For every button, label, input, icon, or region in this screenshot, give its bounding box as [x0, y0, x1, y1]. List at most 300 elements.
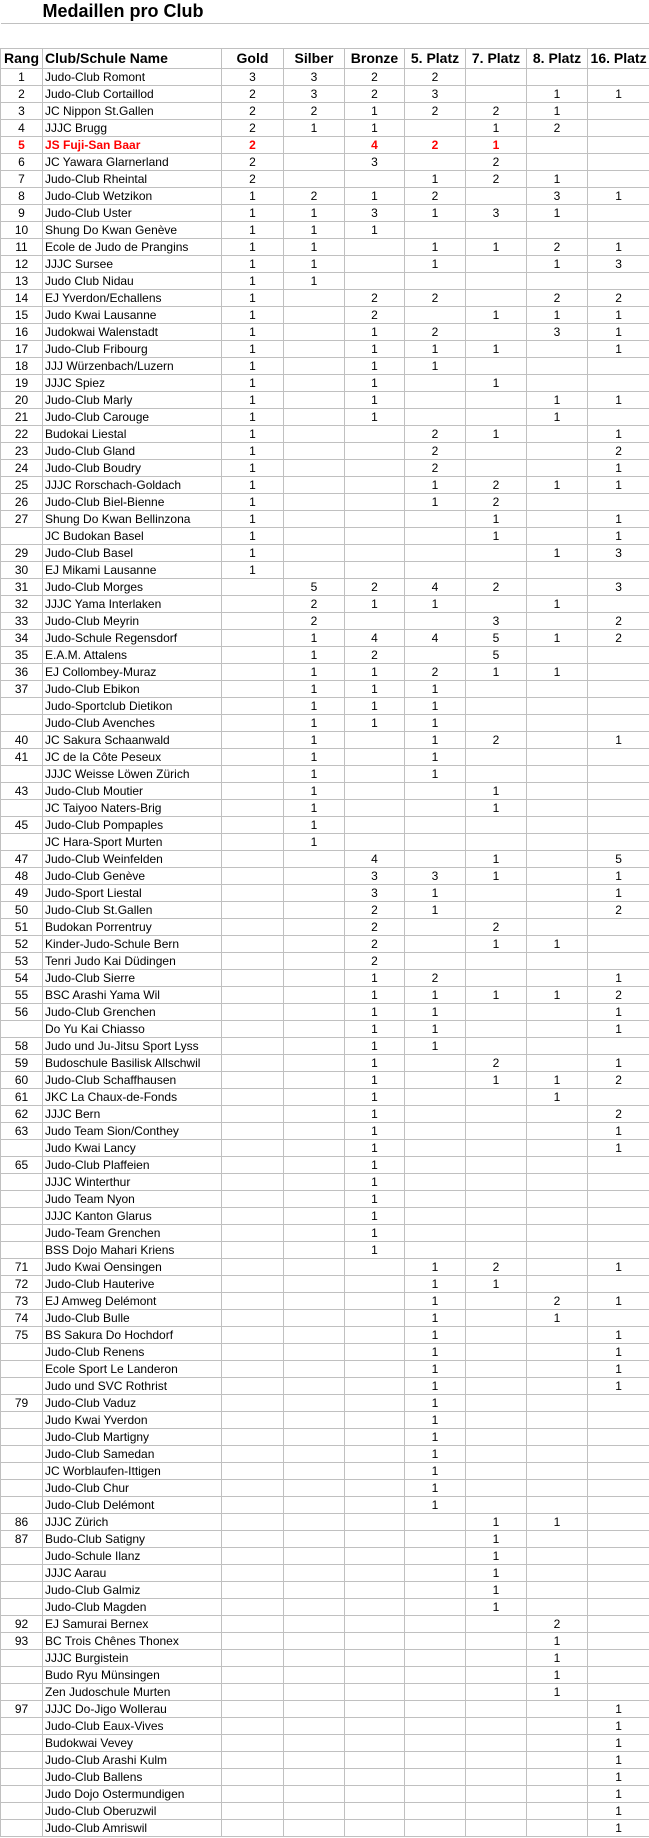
5th-place-cell: 2: [405, 460, 466, 477]
club-name-cell: Judo Kwai Yverdon: [43, 1412, 222, 1429]
bronze-cell: [345, 1480, 405, 1497]
rank-cell: 52: [1, 936, 43, 953]
club-name-cell: Judo-Club Amriswil: [43, 1820, 222, 1837]
16th-place-cell: [588, 222, 649, 239]
8th-place-cell: [527, 1361, 588, 1378]
table-row: [1, 1225, 649, 1242]
table-row: [1, 902, 649, 919]
silver-cell: [284, 1208, 345, 1225]
5th-place-cell: 1: [405, 341, 466, 358]
rank-cell: 9: [1, 205, 43, 222]
16th-place-cell: [588, 1395, 649, 1412]
rank-cell: 40: [1, 732, 43, 749]
gold-cell: 2: [222, 120, 284, 137]
club-name-cell: Judo-Club Meyrin: [43, 613, 222, 630]
club-name-cell: JC de la Côte Peseux: [43, 749, 222, 766]
8th-place-cell: 1: [527, 1650, 588, 1667]
bronze-cell: [345, 1276, 405, 1293]
table-row: [1, 86, 649, 103]
7th-place-cell: [466, 1650, 527, 1667]
club-name-cell: Budo-Club Satigny: [43, 1531, 222, 1548]
8th-place-cell: 1: [527, 1633, 588, 1650]
7th-place-cell: 1: [466, 120, 527, 137]
silver-cell: [284, 1310, 345, 1327]
16th-place-cell: 1: [588, 1293, 649, 1310]
8th-place-cell: [527, 851, 588, 868]
16th-place-cell: 1: [588, 307, 649, 324]
club-name-cell: Judo-Club Bulle: [43, 1310, 222, 1327]
silver-cell: 2: [284, 103, 345, 120]
5th-place-cell: [405, 1072, 466, 1089]
silver-cell: 1: [284, 681, 345, 698]
club-name-cell: EJ Mikami Lausanne: [43, 562, 222, 579]
silver-cell: [284, 1140, 345, 1157]
bronze-cell: [345, 1684, 405, 1701]
table-row: [1, 1480, 649, 1497]
gold-cell: [222, 970, 284, 987]
column-header-bronze: Bronze: [345, 49, 405, 69]
5th-place-cell: 2: [405, 103, 466, 120]
bronze-cell: 1: [345, 596, 405, 613]
silver-cell: [284, 1718, 345, 1735]
16th-place-cell: 1: [588, 1361, 649, 1378]
7th-place-cell: [466, 409, 527, 426]
gold-cell: [222, 613, 284, 630]
club-name-cell: JC Taiyoo Naters-Brig: [43, 800, 222, 817]
silver-cell: 1: [284, 834, 345, 851]
club-name-cell: JJJC Burgistein: [43, 1650, 222, 1667]
7th-place-cell: [466, 817, 527, 834]
7th-place-cell: [466, 358, 527, 375]
bronze-cell: [345, 1395, 405, 1412]
8th-place-cell: [527, 953, 588, 970]
5th-place-cell: [405, 1531, 466, 1548]
silver-cell: [284, 1021, 345, 1038]
16th-place-cell: [588, 1497, 649, 1514]
gold-cell: [222, 1259, 284, 1276]
silver-cell: [284, 1072, 345, 1089]
gold-cell: 2: [222, 86, 284, 103]
16th-place-cell: [588, 800, 649, 817]
bronze-cell: [345, 1735, 405, 1752]
bronze-cell: 1: [345, 103, 405, 120]
bronze-cell: [345, 1616, 405, 1633]
club-name-cell: Judo-Club Uster: [43, 205, 222, 222]
5th-place-cell: 1: [405, 256, 466, 273]
5th-place-cell: [405, 222, 466, 239]
table-row: [1, 698, 649, 715]
bronze-cell: [345, 1361, 405, 1378]
5th-place-cell: [405, 647, 466, 664]
bronze-cell: 2: [345, 902, 405, 919]
16th-place-cell: [588, 1667, 649, 1684]
club-name-cell: Judo-Club Samedan: [43, 1446, 222, 1463]
club-name-cell: JJJC Spiez: [43, 375, 222, 392]
7th-place-cell: [466, 1735, 527, 1752]
16th-place-cell: [588, 562, 649, 579]
gold-cell: [222, 919, 284, 936]
silver-cell: [284, 1276, 345, 1293]
5th-place-cell: [405, 1769, 466, 1786]
bronze-cell: [345, 545, 405, 562]
silver-cell: [284, 1735, 345, 1752]
table-row: [1, 664, 649, 681]
bronze-cell: [345, 1752, 405, 1769]
rank-cell: 59: [1, 1055, 43, 1072]
table-row: [1, 1616, 649, 1633]
5th-place-cell: 1: [405, 1293, 466, 1310]
table-row: [1, 919, 649, 936]
gold-cell: [222, 1208, 284, 1225]
7th-place-cell: 1: [466, 987, 527, 1004]
club-name-cell: Do Yu Kai Chiasso: [43, 1021, 222, 1038]
rank-cell: 14: [1, 290, 43, 307]
gold-cell: [222, 1633, 284, 1650]
7th-place-cell: [466, 460, 527, 477]
gold-cell: [222, 1463, 284, 1480]
bronze-cell: [345, 1599, 405, 1616]
8th-place-cell: [527, 647, 588, 664]
rank-cell: [1, 1650, 43, 1667]
gold-cell: 1: [222, 222, 284, 239]
7th-place-cell: 1: [466, 783, 527, 800]
silver-cell: [284, 868, 345, 885]
gold-cell: [222, 1616, 284, 1633]
table-row: [1, 1769, 649, 1786]
16th-place-cell: 1: [588, 1735, 649, 1752]
table-row: [1, 460, 649, 477]
16th-place-cell: [588, 647, 649, 664]
7th-place-cell: [466, 273, 527, 290]
5th-place-cell: [405, 1565, 466, 1582]
title-row: [1, 0, 649, 24]
8th-place-cell: [527, 1157, 588, 1174]
rank-cell: 16: [1, 324, 43, 341]
7th-place-cell: 2: [466, 103, 527, 120]
club-name-cell: Judo-Club Romont: [43, 69, 222, 86]
silver-cell: [284, 1667, 345, 1684]
club-name-cell: Judo-Club Sierre: [43, 970, 222, 987]
7th-place-cell: [466, 86, 527, 103]
club-name-cell: BC Trois Chênes Thonex: [43, 1633, 222, 1650]
table-row: [1, 1718, 649, 1735]
16th-place-cell: [588, 1463, 649, 1480]
gold-cell: [222, 1123, 284, 1140]
club-name-cell: BSS Dojo Mahari Kriens: [43, 1242, 222, 1259]
8th-place-cell: [527, 1735, 588, 1752]
5th-place-cell: [405, 409, 466, 426]
8th-place-cell: 1: [527, 409, 588, 426]
bronze-cell: [345, 732, 405, 749]
16th-place-cell: [588, 1599, 649, 1616]
7th-place-cell: [466, 596, 527, 613]
club-name-cell: JC Nippon St.Gallen: [43, 103, 222, 120]
16th-place-cell: [588, 1038, 649, 1055]
5th-place-cell: 3: [405, 868, 466, 885]
8th-place-cell: [527, 1242, 588, 1259]
gold-cell: [222, 1395, 284, 1412]
gold-cell: [222, 1191, 284, 1208]
bronze-cell: [345, 1412, 405, 1429]
gold-cell: 1: [222, 290, 284, 307]
rank-cell: 58: [1, 1038, 43, 1055]
bronze-cell: [345, 528, 405, 545]
5th-place-cell: [405, 1123, 466, 1140]
16th-place-cell: 1: [588, 1140, 649, 1157]
club-name-cell: Judo-Club Fribourg: [43, 341, 222, 358]
16th-place-cell: 1: [588, 1820, 649, 1837]
rank-cell: 36: [1, 664, 43, 681]
gold-cell: [222, 1531, 284, 1548]
bronze-cell: 1: [345, 664, 405, 681]
16th-place-cell: 1: [588, 1769, 649, 1786]
gold-cell: [222, 1004, 284, 1021]
16th-place-cell: 1: [588, 1055, 649, 1072]
club-name-cell: JJJC Weisse Löwen Zürich: [43, 766, 222, 783]
16th-place-cell: [588, 1446, 649, 1463]
bronze-cell: [345, 1786, 405, 1803]
rank-cell: 47: [1, 851, 43, 868]
16th-place-cell: 2: [588, 630, 649, 647]
16th-place-cell: 1: [588, 868, 649, 885]
bronze-cell: [345, 477, 405, 494]
16th-place-cell: [588, 1412, 649, 1429]
club-name-cell: Budo Ryu Münsingen: [43, 1667, 222, 1684]
club-name-cell: Judo Team Sion/Conthey: [43, 1123, 222, 1140]
5th-place-cell: [405, 1752, 466, 1769]
rank-cell: 62: [1, 1106, 43, 1123]
rank-cell: [1, 834, 43, 851]
bronze-cell: [345, 1310, 405, 1327]
rank-cell: 37: [1, 681, 43, 698]
8th-place-cell: 1: [527, 545, 588, 562]
7th-place-cell: 1: [466, 1599, 527, 1616]
silver-cell: [284, 851, 345, 868]
silver-cell: 1: [284, 647, 345, 664]
16th-place-cell: [588, 137, 649, 154]
7th-place-cell: [466, 256, 527, 273]
16th-place-cell: 1: [588, 1123, 649, 1140]
silver-cell: [284, 1786, 345, 1803]
7th-place-cell: 1: [466, 1565, 527, 1582]
club-name-cell: Judo-Club Delémont: [43, 1497, 222, 1514]
7th-place-cell: 1: [466, 936, 527, 953]
16th-place-cell: [588, 494, 649, 511]
rank-cell: [1, 1599, 43, 1616]
5th-place-cell: 4: [405, 630, 466, 647]
8th-place-cell: [527, 579, 588, 596]
5th-place-cell: 1: [405, 749, 466, 766]
7th-place-cell: [466, 1310, 527, 1327]
rank-cell: 5: [1, 137, 43, 154]
5th-place-cell: 1: [405, 205, 466, 222]
5th-place-cell: [405, 1633, 466, 1650]
5th-place-cell: 2: [405, 137, 466, 154]
8th-place-cell: [527, 1004, 588, 1021]
7th-place-cell: 2: [466, 1259, 527, 1276]
club-name-cell: EJ Samurai Bernex: [43, 1616, 222, 1633]
club-name-cell: Judo-Club Carouge: [43, 409, 222, 426]
5th-place-cell: 1: [405, 494, 466, 511]
rank-cell: [1, 800, 43, 817]
7th-place-cell: [466, 1157, 527, 1174]
8th-place-cell: [527, 1718, 588, 1735]
bronze-cell: 1: [345, 1123, 405, 1140]
table-row: [1, 1140, 649, 1157]
7th-place-cell: [466, 1752, 527, 1769]
7th-place-cell: [466, 1361, 527, 1378]
8th-place-cell: 2: [527, 120, 588, 137]
club-name-cell: Shung Do Kwan Bellinzona: [43, 511, 222, 528]
club-name-cell: Judo-Club St.Gallen: [43, 902, 222, 919]
club-name-cell: Judo Kwai Oensingen: [43, 1259, 222, 1276]
table-row: [1, 613, 649, 630]
5th-place-cell: 1: [405, 1259, 466, 1276]
7th-place-cell: [466, 1004, 527, 1021]
7th-place-cell: 1: [466, 851, 527, 868]
5th-place-cell: [405, 511, 466, 528]
club-name-cell: BS Sakura Do Hochdorf: [43, 1327, 222, 1344]
5th-place-cell: [405, 1684, 466, 1701]
club-name-cell: Judo-Club Martigny: [43, 1429, 222, 1446]
gold-cell: 1: [222, 511, 284, 528]
silver-cell: [284, 1548, 345, 1565]
5th-place-cell: [405, 1055, 466, 1072]
silver-cell: 1: [284, 273, 345, 290]
5th-place-cell: [405, 1718, 466, 1735]
16th-place-cell: 2: [588, 1106, 649, 1123]
rank-cell: [1, 1718, 43, 1735]
7th-place-cell: [466, 1803, 527, 1820]
rank-cell: [1, 1684, 43, 1701]
silver-cell: 1: [284, 630, 345, 647]
8th-place-cell: 1: [527, 1310, 588, 1327]
rank-cell: 45: [1, 817, 43, 834]
gold-cell: 1: [222, 358, 284, 375]
table-row: [1, 494, 649, 511]
silver-cell: [284, 1769, 345, 1786]
7th-place-cell: [466, 1242, 527, 1259]
rank-cell: [1, 1140, 43, 1157]
table-row: [1, 307, 649, 324]
8th-place-cell: [527, 902, 588, 919]
16th-place-cell: 1: [588, 511, 649, 528]
gold-cell: [222, 1786, 284, 1803]
gold-cell: [222, 953, 284, 970]
table-row: [1, 409, 649, 426]
rank-cell: 71: [1, 1259, 43, 1276]
table-row: [1, 188, 649, 205]
5th-place-cell: 1: [405, 732, 466, 749]
column-header-8th-place: 8. Platz: [527, 49, 588, 69]
column-header-silver: Silber: [284, 49, 345, 69]
8th-place-cell: [527, 273, 588, 290]
table-row: [1, 936, 649, 953]
7th-place-cell: [466, 749, 527, 766]
club-name-cell: JJJC Zürich: [43, 1514, 222, 1531]
rank-cell: 97: [1, 1701, 43, 1718]
8th-place-cell: [527, 1259, 588, 1276]
7th-place-cell: 1: [466, 1514, 527, 1531]
8th-place-cell: 1: [527, 1072, 588, 1089]
bronze-cell: 1: [345, 698, 405, 715]
rank-cell: [1, 1565, 43, 1582]
16th-place-cell: [588, 205, 649, 222]
16th-place-cell: 1: [588, 460, 649, 477]
silver-cell: [284, 1497, 345, 1514]
7th-place-cell: [466, 1429, 527, 1446]
gold-cell: [222, 1718, 284, 1735]
16th-place-cell: [588, 664, 649, 681]
rank-cell: [1, 1463, 43, 1480]
table-row: [1, 1514, 649, 1531]
8th-place-cell: [527, 868, 588, 885]
8th-place-cell: 1: [527, 1089, 588, 1106]
16th-place-cell: [588, 1157, 649, 1174]
16th-place-cell: [588, 715, 649, 732]
club-name-cell: Ecole de Judo de Prangins: [43, 239, 222, 256]
gold-cell: [222, 1650, 284, 1667]
gold-cell: [222, 698, 284, 715]
7th-place-cell: 1: [466, 341, 527, 358]
gold-cell: [222, 1327, 284, 1344]
rank-cell: 92: [1, 1616, 43, 1633]
bronze-cell: 1: [345, 188, 405, 205]
bronze-cell: 1: [345, 1174, 405, 1191]
gold-cell: [222, 1735, 284, 1752]
gold-cell: [222, 868, 284, 885]
16th-place-cell: 1: [588, 528, 649, 545]
7th-place-cell: 1: [466, 1582, 527, 1599]
silver-cell: 1: [284, 664, 345, 681]
silver-cell: [284, 953, 345, 970]
16th-place-cell: 1: [588, 1344, 649, 1361]
table-row: [1, 1820, 649, 1837]
table-row: [1, 1548, 649, 1565]
gold-cell: [222, 1803, 284, 1820]
gold-cell: 1: [222, 307, 284, 324]
club-name-cell: JJJC Aarau: [43, 1565, 222, 1582]
club-name-cell: Judo-Club Renens: [43, 1344, 222, 1361]
7th-place-cell: 1: [466, 137, 527, 154]
8th-place-cell: [527, 885, 588, 902]
rank-cell: 15: [1, 307, 43, 324]
gold-cell: [222, 1072, 284, 1089]
bronze-cell: 1: [345, 341, 405, 358]
bronze-cell: [345, 1548, 405, 1565]
rank-cell: [1, 1480, 43, 1497]
rank-cell: [1, 715, 43, 732]
silver-cell: [284, 1412, 345, 1429]
8th-place-cell: 1: [527, 1514, 588, 1531]
bronze-cell: [345, 1514, 405, 1531]
bronze-cell: [345, 239, 405, 256]
5th-place-cell: [405, 392, 466, 409]
club-name-cell: Judo-Schule Regensdorf: [43, 630, 222, 647]
gold-cell: [222, 783, 284, 800]
gold-cell: 1: [222, 273, 284, 290]
club-name-cell: Judokwai Walenstadt: [43, 324, 222, 341]
5th-place-cell: [405, 1701, 466, 1718]
16th-place-cell: [588, 749, 649, 766]
gold-cell: [222, 1769, 284, 1786]
table-row: [1, 222, 649, 239]
club-name-cell: Judo Kwai Lausanne: [43, 307, 222, 324]
5th-place-cell: [405, 783, 466, 800]
bronze-cell: [345, 511, 405, 528]
7th-place-cell: [466, 766, 527, 783]
8th-place-cell: [527, 222, 588, 239]
